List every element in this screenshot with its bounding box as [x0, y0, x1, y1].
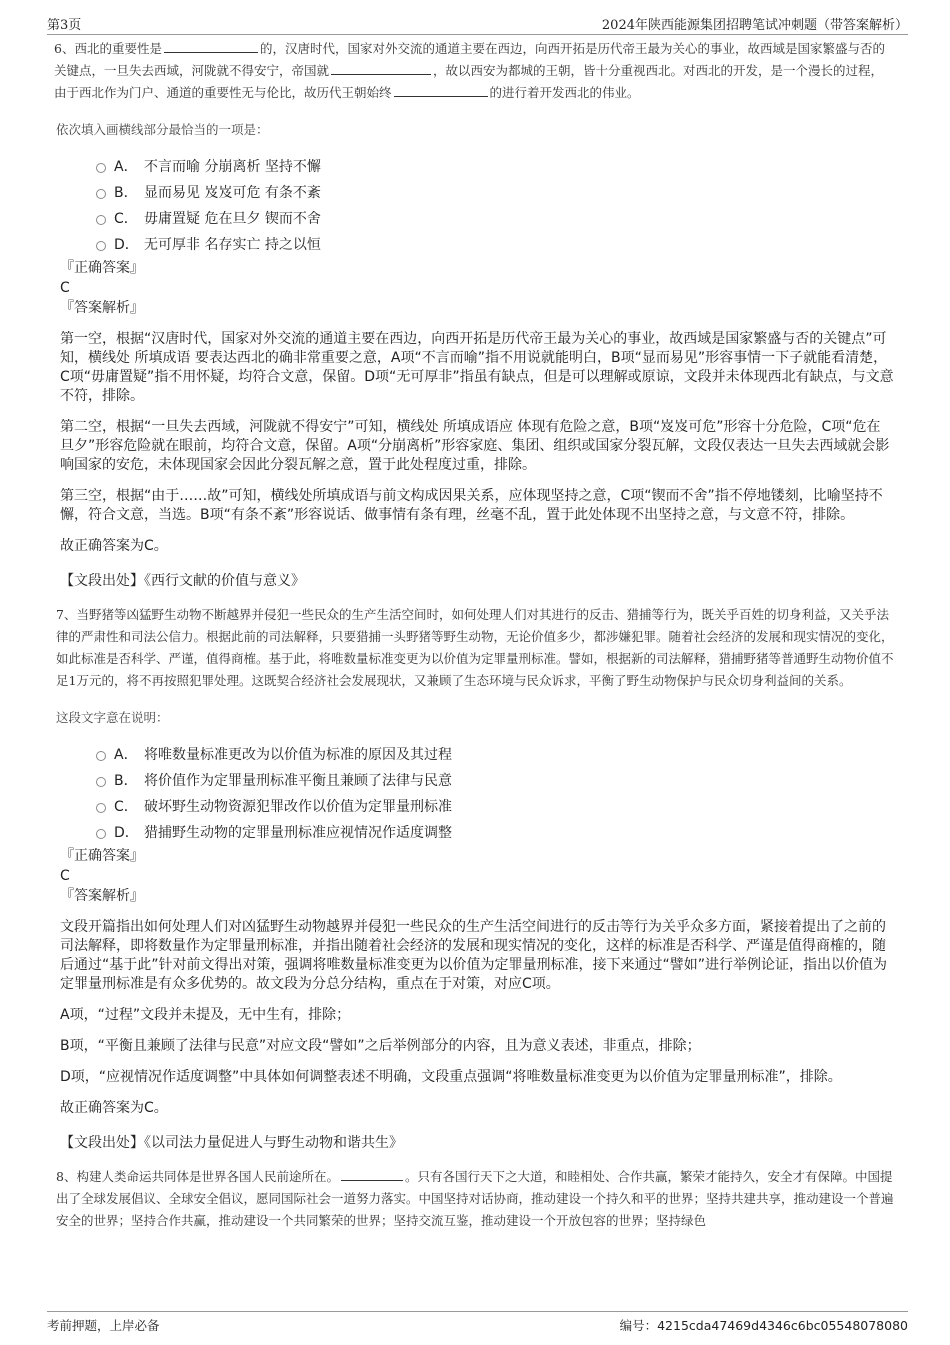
document-id: 编号：4215cda47469d4346c6bc05548078080	[619, 1318, 908, 1333]
analysis-paragraph: 第二空，根据“一旦失去西域，河陇就不得安宁”可知，横线处 所填成语应 体现有危险之意，B项“岌岌可危”形容十分危险，C项“危在旦夕”形容危险就在眼前，均符合文意，保留。A项“分崩离析”形容家庭、集团、组织或国家分裂瓦解，文段仅表达一旦失去西域就会影响国家的安危，未体现国家会因此分裂瓦解之意，置于此处程度过重，排除。	[60, 419, 890, 473]
analysis-label: 『答案解析』	[60, 888, 144, 904]
question-7-options	[96, 742, 894, 846]
radio-icon[interactable]	[96, 189, 106, 199]
option-d[interactable]: D． 无可厚非 名存实亡 持之以恒	[96, 232, 894, 258]
analysis-paragraph: 第一空，根据“汉唐时代，国家对外交流的通道主要在西边，向西开拓是历代帝王最为关心的事业，故西域是国家繁盛与否的关键点”可知，横线处 所填成语 要表达西北的确非常重要之意，A项“不言而喻”指不用说就能明白，B项“显而易见”形容事情一下子就能看清楚，C项“毋庸置疑”指不用怀疑，均符合文意，保留。D项“无可厚非”指虽有缺点，但是可以理解或原谅，文段并未体现西北有缺点，与文意不符，排除。	[60, 331, 894, 404]
option-c[interactable]: C． 破坏野生动物资源犯罪改作以价值为定罪量刑标准	[96, 794, 894, 820]
radio-icon[interactable]	[96, 163, 106, 173]
question-7-prompt: 这段文字意在说明：	[56, 710, 169, 725]
answer-blank	[331, 61, 431, 75]
radio-icon[interactable]	[96, 777, 106, 787]
option-c[interactable]: C． 毋庸置疑 危在旦夕 锲而不舍	[96, 206, 894, 232]
correct-answer-label: 『正确答案』	[60, 848, 144, 864]
radio-icon[interactable]	[96, 751, 106, 761]
analysis-paragraph: 第三空，根据“由于……故”可知，横线处所填成语与前文构成因果关系，应体现坚持之意，C项“锲而不舍”指不停地镂刻，比喻坚持不懈，符合文意，当选。B项“有条不紊”形容说话、做事情有条有理，丝毫不乱，置于此处体现不出坚持之意，与文意不符，排除。	[60, 488, 883, 523]
question-6-options	[96, 154, 894, 258]
option-d[interactable]: D． 猎捕野生动物的定罪量刑标准应视情况作适度调整	[96, 820, 894, 846]
source-citation: 【文段出处】《西行文献的价值与意义》	[60, 573, 305, 589]
document-title: 2024年陕西能源集团招聘笔试冲刺题（带答案解析）	[601, 18, 908, 33]
radio-icon[interactable]	[96, 241, 106, 251]
option-a[interactable]: A． 将唯数量标准更改为以价值为标准的原因及其过程	[96, 742, 894, 768]
analysis-paragraph: B项，“平衡且兼顾了法律与民意”对应文段“譬如”之后举例部分的内容，且为意义表述，非重点，排除；	[60, 1038, 701, 1054]
analysis-paragraph: D项，“应视情况作适度调整”中具体如何调整表述不明确，文段重点强调“将唯数量标准变更为以价值为定罪量刑标准”，排除。	[60, 1069, 842, 1085]
question-7-text: 7、当野猪等凶猛野生动物不断越界并侵犯一些民众的生产生活空间时，如何处理人们对其进行的反击、猎捕等行为，既关乎百姓的切身利益，又关乎法律的严肃性和司法公信力。根据此前的司法解释，只要猎捕一头野猪等野生动物，无论价值多少，都涉嫌犯罪。随着社会经济的发展和现实情况的变化，如此标准是否科学、严谨，值得商榷。基于此，将唯数量标准变更为以价值为定罪量刑标准。譬如，根据新的司法解释，猎捕野猪等普通野生动物价值不足1万元的，将不再按照犯罪处理。这既契合经济社会发展现状，又兼顾了生态环境与民众诉求，平衡了野生动物保护与民众切身利益间的关系。	[56, 607, 894, 688]
answer-blank	[394, 83, 488, 97]
question-8-text: 8、构建人类命运共同体是世界各国人民前途所在。 。只有各国行天下之大道，和睦相处、合作共赢，繁荣才能持久，安全才有保障。中国提出了全球发展倡议、全球安全倡议，愿同国际社会一道努力落实。中国坚持对话协商，推动建设一个持久和平的世界；坚持共建共享，推动建设一个普遍安全的世界；坚持合作共赢，推动建设一个共同繁荣的世界；坚持交流互鉴，推动建设一个开放包容的世界；坚持绿色	[56, 1169, 894, 1228]
footer-slogan: 考前押题，上岸必备	[47, 1318, 160, 1333]
radio-icon[interactable]	[96, 803, 106, 813]
option-a[interactable]: A． 不言而喻 分崩离析 坚持不懈	[96, 154, 894, 180]
answer-blank	[164, 39, 258, 53]
radio-icon[interactable]	[96, 215, 106, 225]
page-content	[56, 38, 894, 1232]
page-header	[47, 12, 908, 35]
option-b[interactable]: B． 将价值作为定罪量刑标准平衡且兼顾了法律与民意	[96, 768, 894, 794]
analysis-conclusion: 故正确答案为C。	[60, 1100, 168, 1116]
correct-answer: C	[60, 280, 70, 296]
source-citation: 【文段出处】《以司法力量促进人与野生动物和谐共生》	[60, 1135, 403, 1151]
option-b[interactable]: B． 显而易见 岌岌可危 有条不紊	[96, 180, 894, 206]
analysis-label: 『答案解析』	[60, 300, 144, 316]
page-footer	[47, 1311, 908, 1334]
analysis-conclusion: 故正确答案为C。	[60, 538, 168, 554]
correct-answer: C	[60, 868, 70, 884]
radio-icon[interactable]	[96, 829, 106, 839]
analysis-paragraph: A项，“过程”文段并未提及，无中生有，排除；	[60, 1007, 351, 1023]
question-6-text: 6、西北的重要性是 的，汉唐时代，国家对外交流的通道主要在西边，向西开拓是历代帝王最为关心的事业，故西域是国家繁盛与否的关键点，一旦失去西域，河陇就不得安宁，帝国就 ，故以西安为都城的王朝，皆十分重视西北。对西北的开发，是一个漫长的过程，由于西北作为门户、通道的重要性无与伦比，故历代王朝始终 的进行着开发西北的伟业。	[54, 41, 885, 100]
page-number: 第3页	[47, 18, 82, 33]
correct-answer-label: 『正确答案』	[60, 260, 144, 276]
answer-blank	[341, 1167, 403, 1181]
question-6-prompt: 依次填入画横线部分最恰当的一项是：	[56, 122, 269, 137]
analysis-paragraph: 文段开篇指出如何处理人们对凶猛野生动物越界并侵犯一些民众的生产生活空间进行的反击等行为关乎众多方面，紧接着提出了之前的司法解释，即将数量作为定罪量刑标准，并指出随着社会经济的发展和现实情况的变化，这样的标准是否科学、严谨是值得商榷的，随后通过“基于此”针对前文得出对策，强调将唯数量标准变更为以价值为定罪量刑标准，接下来通过“譬如”进行举例论证，指出以价值为定罪量刑标准是有众多优势的。故文段为分总分结构，重点在于对策，对应C项。	[60, 919, 888, 992]
